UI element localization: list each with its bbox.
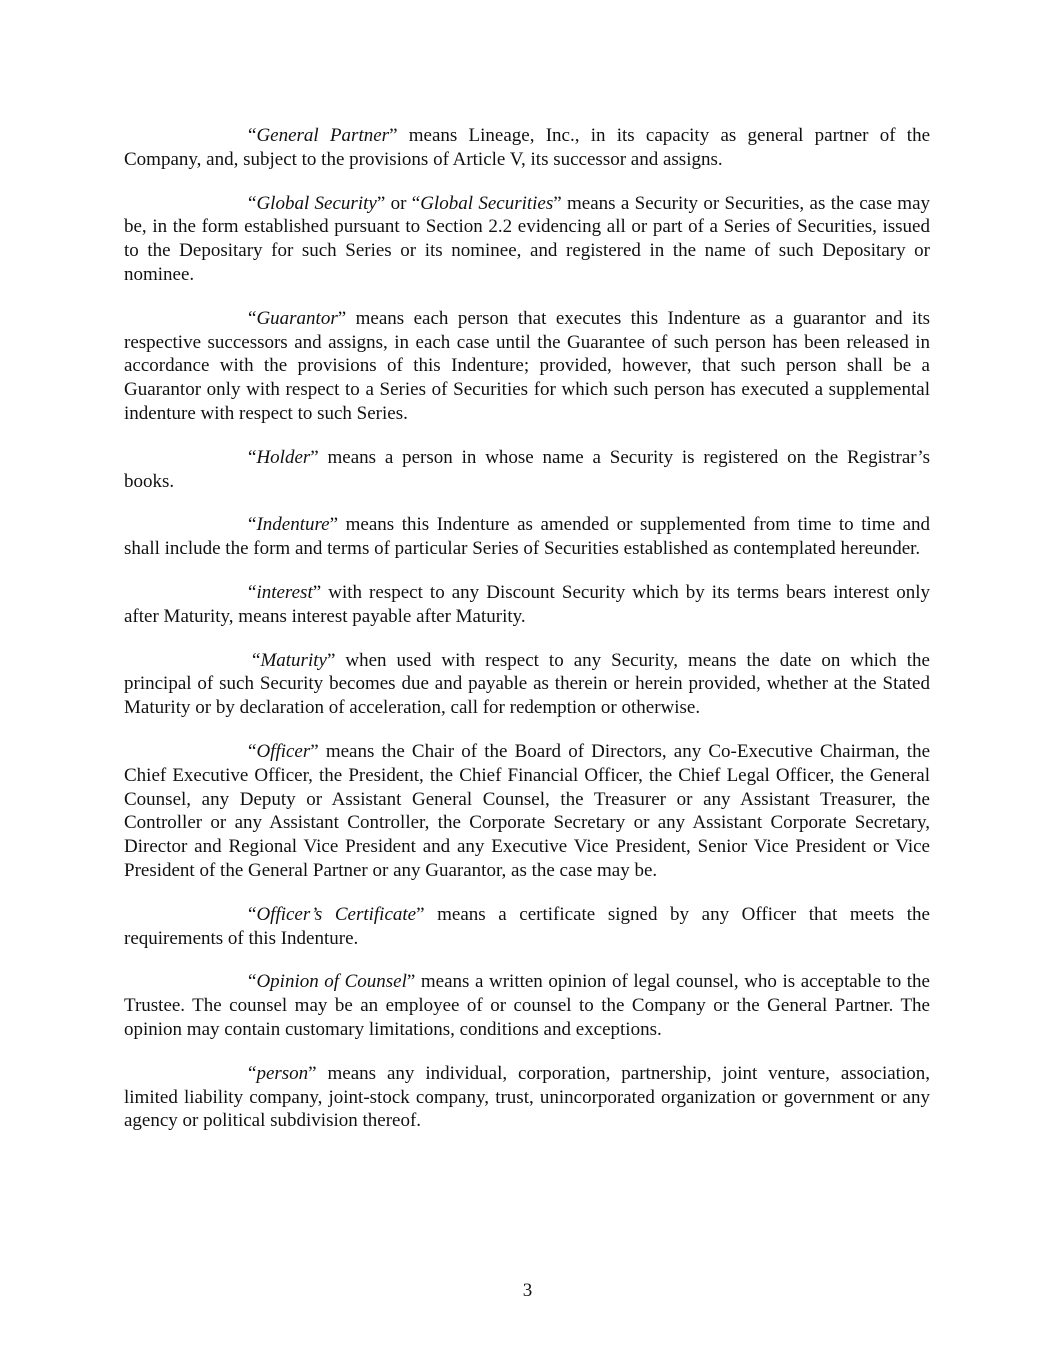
definition-text: ” or “: [376, 192, 421, 214]
defined-term: Maturity: [260, 649, 327, 671]
definition-text: ” means a person in whose name a Security is registered on the Registrar’s books.: [124, 446, 930, 492]
defined-term: Global Securities: [420, 192, 554, 214]
defined-term: Officer: [256, 740, 311, 762]
defined-term: Opinion of Counsel: [256, 971, 407, 993]
definition-holder: [124, 446, 930, 494]
document-body: [124, 124, 930, 1153]
open-quote: “: [248, 1062, 257, 1084]
definition-officer: [124, 740, 930, 883]
open-quote: “: [248, 307, 257, 329]
definition-text: ” means a written opinion of legal counsel, who is acceptable to the Trustee. The counsel may be an employee of or counsel to the Company or the General Partner. The opinion may contain customary limitations, conditions and exceptions.: [124, 971, 930, 1040]
open-quote: “: [248, 581, 257, 603]
open-quote: “: [248, 740, 257, 762]
definition-interest: [124, 581, 930, 629]
open-quote: “: [248, 125, 257, 146]
defined-term: Global Security: [256, 192, 377, 214]
definition-guarantor: [124, 307, 930, 426]
definition-text: ” means this Indenture as amended or supplemented from time to time and shall include the form and terms of particular Series of Securities established as contemplated hereunder.: [124, 514, 930, 560]
open-quote: “: [248, 971, 257, 993]
open-quote: “: [248, 192, 257, 214]
definition-officers-certificate: [124, 903, 930, 951]
definition-text: ” when used with respect to any Security, means the date on which the principal of such Security becomes due and payable as therein or herein provided, whether at the Stated Maturity or by declaration of acceleration, call for redemption or otherwise.: [124, 649, 930, 719]
definition-text: ” means any individual, corporation, partnership, joint venture, association, limited liability company, joint-stock company, trust, unincorporated organization or government or any agency or political subdivision thereof.: [124, 1062, 930, 1132]
definition-maturity: [124, 649, 930, 720]
definition-opinion-of-counsel: [124, 970, 930, 1041]
open-quote: “: [248, 514, 257, 536]
defined-term: Guarantor: [256, 307, 338, 329]
definition-global-security: [124, 192, 930, 287]
definition-indenture: [124, 513, 930, 561]
open-quote: “: [248, 446, 257, 468]
definition-text: ” means each person that executes this Indenture as a guarantor and its respective successors and assigns, in each case until the Guarantee of such person has been released in accordance with the provisions of this Indenture; provided, however, that such person shall be a Guarantor only with respect to a Series of Securities for which such person has executed a supplemental indenture with respect to such Series.: [124, 307, 930, 424]
definition-text: ” means the Chair of the Board of Directors, any Co-Executive Chairman, the Chief Executive Officer, the President, the Chief Financial Officer, the Chief Legal Officer, the General Counsel, any Deputy or Assistant General Counsel, the Treasurer or any Assistant Treasurer, the Controller or any Assistant Controller, the Corporate Secretary or any Assistant Corporate Secretary, Director and Regional Vice President and any Executive Vice President, Senior Vice President or Vice President of the General Partner or any Guarantor, as the case may be.: [124, 740, 930, 881]
open-quote: “: [252, 649, 261, 671]
defined-term: interest: [256, 581, 313, 603]
defined-term: person: [256, 1062, 309, 1084]
defined-term: Indenture: [256, 514, 330, 536]
definition-text: ” means a Security or Securities, as the case may be, in the form established pursuant to Section 2.2 evidencing all or part of a Series of Securities, issued to the Depositary for such Series or its nominee, and registered in the name of such Depositary or nominee.: [124, 192, 931, 285]
defined-term: General Partner: [256, 125, 390, 146]
page-number: 3: [522, 1280, 533, 1301]
open-quote: “: [248, 903, 257, 925]
defined-term: Holder: [256, 446, 311, 468]
definition-general-partner: [124, 124, 930, 172]
definition-person: [124, 1062, 930, 1133]
definition-text: ” with respect to any Discount Security which by its terms bears interest only after Maturity, means interest payable after Maturity.: [124, 581, 930, 627]
definition-text: ” means Lineage, Inc., in its capacity as general partner of the Company, and, subject to the provisions of Article V, its successor and assigns.: [124, 125, 930, 170]
definition-text: ” means a certificate signed by any Officer that meets the requirements of this Indenture.: [124, 903, 930, 949]
defined-term: Officer’s Certificate: [256, 903, 417, 925]
